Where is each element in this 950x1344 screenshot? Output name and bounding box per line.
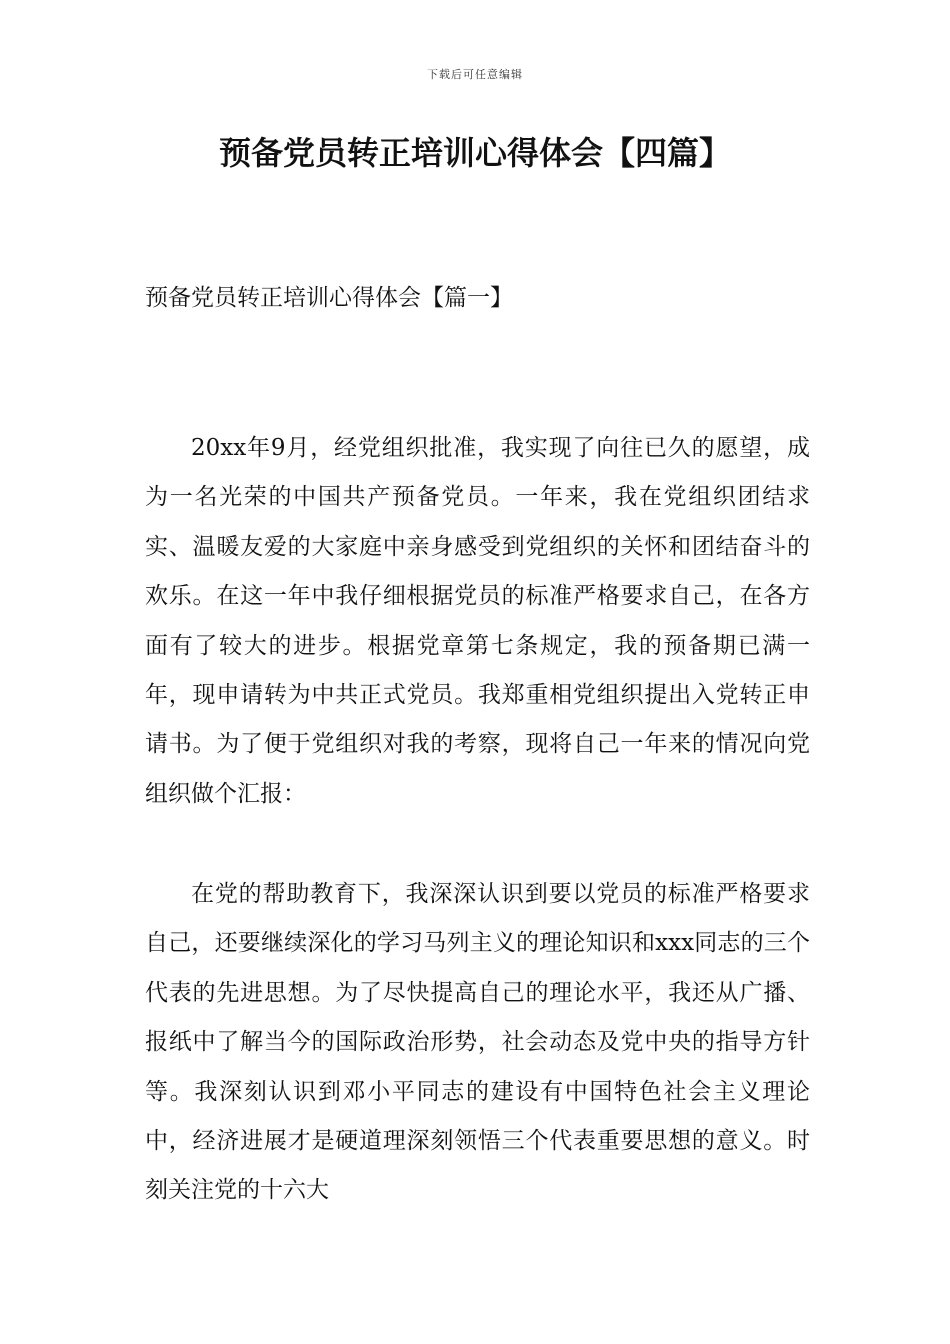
body-paragraph: 在党的帮助教育下，我深深认识到要以党员的标准严格要求自己，还要继续深化的学习马列主义的理论知识和xxx同志的三个代表的先进思想。为了尽快提高自己的理论水平，我还从广播、报纸中了解当今的国际政治形势，社会动态及党中央的指导方针等。我深刻认识到邓小平同志的建设有中国特色社会主义理论中，经济进展才是硬道理深刻领悟三个代表重要思想的意义。时刻关注党的十六大 bbox=[145, 881, 810, 1204]
body-paragraph: 20xx年9月，经党组织批准，我实现了向往已久的愿望，成为一名光荣的中国共产预备党员。一年来，我在党组织团结求实、温暖友爱的大家庭中亲身感受到党组织的关怀和团结奋斗的欢乐。在这一年中我仔细根据党员的标准严格要求自己，在各方面有了较大的进步。根据党章第七条规定，我的预备期已满一年，现申请转为中共正式党员。我郑重相党组织提出入党转正申请书。为了便于党组织对我的考察，现将自己一年来的情况向党组织做个汇报： bbox=[145, 435, 810, 807]
section-heading: 预备党员转正培训心得体会【篇一】 bbox=[145, 285, 513, 311]
document-title: 预备党员转正培训心得体会【四篇】 bbox=[218, 134, 731, 172]
header-note: 下载后可任意编辑 bbox=[427, 68, 523, 81]
